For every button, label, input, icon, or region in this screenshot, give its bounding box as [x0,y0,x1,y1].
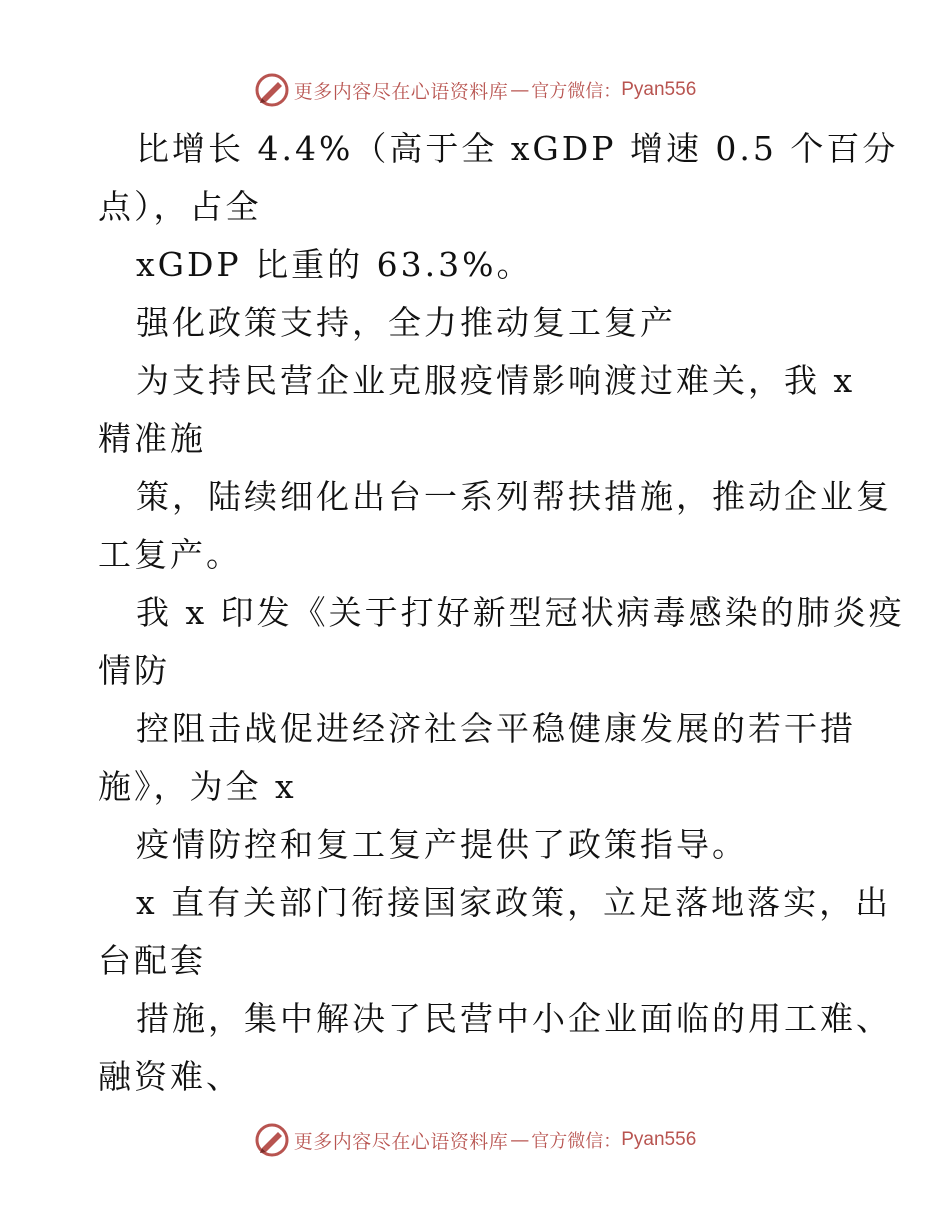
watermark-wechat-id: Pyan556 [621,79,697,100]
paragraph-line: 融资难、 [98,1057,242,1096]
footer-watermark-banner [0,1120,950,1160]
paragraph-line: 比增长 4.4%（高于全 xGDP 增速 0.5 个百分 [136,129,899,168]
paragraph-line: 为支持民营企业克服疫情影响渡过难关，我 x [136,361,856,400]
paragraph-line: 疫情防控和复工复产提供了政策指导。 [136,825,748,864]
watermark-dash: — [510,79,530,101]
document-body [98,120,905,1106]
paragraph-line: 点），占全 [98,187,262,226]
pen-logo-icon [254,1122,290,1158]
paragraph-line: 施》，为全 x [98,767,297,806]
paragraph-line: 情防 [98,651,170,690]
paragraph-line: 精准施 [98,419,206,458]
paragraph-line: 策，陆续细化出台一系列帮扶措施，推动企业复 [136,477,892,516]
watermark-label: 官方微信： [531,1131,622,1152]
watermark-text: 更多内容尽在心语资料库 [293,1130,509,1153]
paragraph-line: 我 x 印发《关于打好新型冠状病毒感染的肺炎疫 [136,593,905,632]
paragraph-line: xGDP 比重的 63.3%。 [136,245,533,284]
pen-logo-icon [254,72,290,108]
watermark-label: 官方微信： [531,81,622,102]
section-heading: 强化政策支持，全力推动复工复产 [136,303,676,342]
watermark-dash: — [510,1129,530,1151]
header-watermark-banner [0,70,950,110]
watermark-wechat-id: Pyan556 [621,1129,697,1150]
watermark-text: 更多内容尽在心语资料库 [293,80,509,103]
paragraph-line: 措施，集中解决了民营中小企业面临的用工难、 [136,999,892,1038]
paragraph-line: 工复产。 [98,535,242,574]
paragraph-line: x 直有关部门衔接国家政策，立足落地落实，出 [136,883,892,922]
paragraph-line: 控阻击战促进经济社会平稳健康发展的若干措 [136,709,856,748]
paragraph-line: 台配套 [98,941,206,980]
